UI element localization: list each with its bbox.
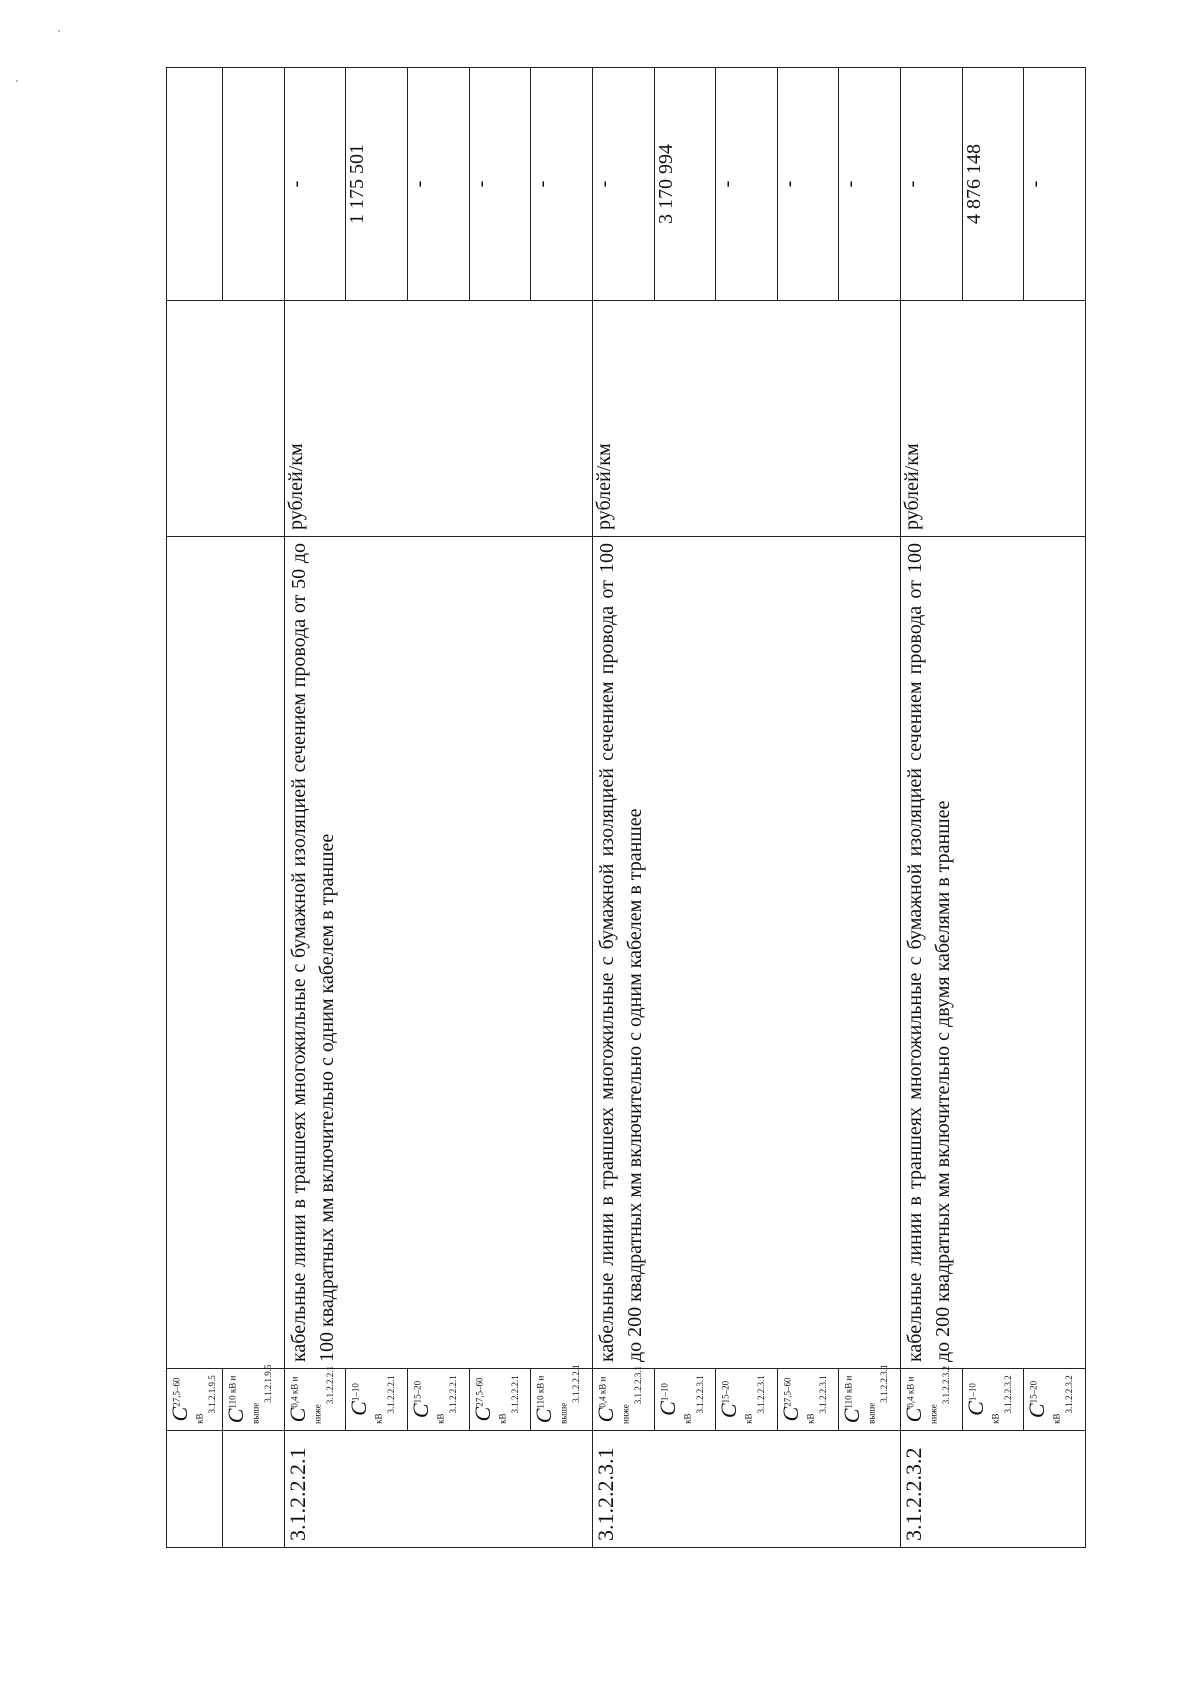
subscript-cell: $C^{110 кВ и выше}_{3.1.2.1.9.5}$ <box>223 1369 285 1431</box>
subscript-cell: $C^{110 кВ и выше}_{3.1.2.2.2.1}$ <box>531 1369 593 1431</box>
scan-dot <box>16 80 18 82</box>
item-description: кабельные линии в траншеях многожильные с бумажной изоляцией сечением провода от 100 до 200 квадратных мм включительно с одним кабелем в траншее <box>592 537 900 1369</box>
code-cell-empty <box>167 1431 223 1548</box>
item-unit: рублей/км <box>284 301 592 537</box>
item-code: 3.1.2.2.3.2 <box>901 1431 1086 1548</box>
value-cell: - <box>777 68 839 301</box>
item-unit: рублей/км <box>592 301 900 537</box>
subscript-cell: $C^{1-10 кВ}_{3.1.2.2.2.1}$ <box>346 1369 408 1431</box>
item-description: кабельные линии в траншеях многожильные с бумажной изоляцией сечением провода от 50 до 100 квадратных мм включительно с одним кабелем в траншее <box>284 537 592 1369</box>
value-cell: - <box>592 68 654 301</box>
item-code: 3.1.2.2.2.1 <box>284 1431 592 1548</box>
subscript-cell: $C^{27,5-60 кВ}_{3.1.2.2.3.1}$ <box>777 1369 839 1431</box>
value-cell: - <box>901 68 963 301</box>
value-cell: 3 170 994 <box>654 68 716 301</box>
subscript-cell: $C^{15-20 кВ}_{3.1.2.2.2.1}$ <box>408 1369 470 1431</box>
value-cell: 1 175 501 <box>346 68 408 301</box>
subscript-cell: $C^{27,5-60 кВ}_{3.1.2.2.2.1}$ <box>469 1369 531 1431</box>
scan-dot <box>58 30 60 32</box>
value-cell: - <box>408 68 470 301</box>
subscript-cell: $C^{0,4 кВ и ниже}_{3.1.2.2.3.2}$ <box>901 1369 963 1431</box>
value-cell: 4 876 148 <box>962 68 1024 301</box>
item-code: 3.1.2.2.3.1 <box>592 1431 900 1548</box>
value-cell <box>167 68 223 301</box>
value-cell: - <box>531 68 593 301</box>
value-cell: - <box>716 68 778 301</box>
subscript-cell: $C^{0,4 кВ и ниже}_{3.1.2.2.3.1}$ <box>592 1369 654 1431</box>
item-unit: рублей/км <box>901 301 1086 537</box>
value-cell: - <box>839 68 901 301</box>
table-row <box>592 68 654 1548</box>
value-cell: - <box>469 68 531 301</box>
subscript-cell: $C^{27,5-60 кВ}_{3.1.2.1.9.5}$ <box>167 1369 223 1431</box>
item-description: кабельные линии в траншеях многожильные с бумажной изоляцией сечением провода от 100 до 200 квадратных мм включительно с двумя кабелями в траншее <box>901 537 1086 1369</box>
subscript-cell: $C^{15-20 кВ}_{3.1.2.2.3.2}$ <box>1024 1369 1086 1431</box>
table-row <box>901 68 963 1548</box>
description-cell-empty <box>167 537 285 1369</box>
table-row <box>284 68 346 1548</box>
code-cell-empty <box>223 1431 285 1548</box>
subscript-cell: $C^{0,4 кВ и ниже}_{3.1.2.2.2.1}$ <box>284 1369 346 1431</box>
subscript-cell: $C^{1-10 кВ}_{3.1.2.2.3.2}$ <box>962 1369 1024 1431</box>
value-cell <box>223 68 285 301</box>
value-cell: - <box>284 68 346 301</box>
subscript-cell: $C^{1-10 кВ}_{3.1.2.2.3.1}$ <box>654 1369 716 1431</box>
tariff-table <box>166 67 1086 1548</box>
rotated-page <box>166 68 1086 1548</box>
subscript-cell: $C^{110 кВ и выше}_{3.1.2.2.3.1}$ <box>839 1369 901 1431</box>
subscript-cell: $C^{15-20 кВ}_{3.1.2.2.3.1}$ <box>716 1369 778 1431</box>
value-cell: - <box>1024 68 1086 301</box>
table-row <box>167 68 223 1548</box>
unit-cell-empty <box>167 301 285 537</box>
